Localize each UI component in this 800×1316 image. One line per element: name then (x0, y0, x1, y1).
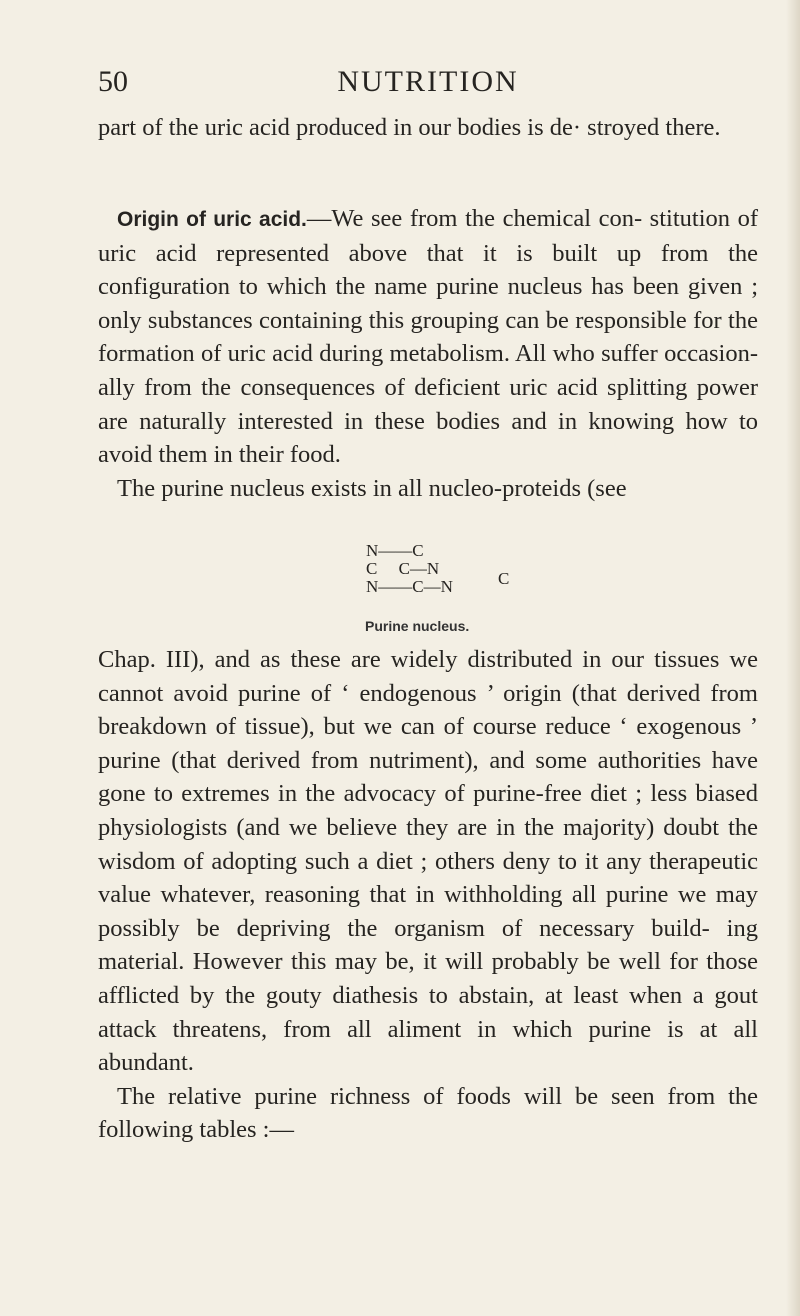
origin-section (98, 202, 758, 505)
formula-side-carbon: C (498, 569, 510, 588)
origin-paragraph-text: —We see from the chemical con- stitution of uric acid represented above that it is built up from the configuration to which the name purine nucleus has been given ; only substances containing this grouping can be responsible for the formation of uric acid during metabolism. All who suffer occasion- ally from the consequences of deficient uric acid splitting power are naturally interested in these bodies and in knowing how to avoid them in their food. (98, 205, 758, 469)
page-header (98, 62, 758, 102)
origin-paragraph (98, 202, 758, 472)
opening-paragraph (98, 111, 758, 145)
formula-row-1: N——C (366, 541, 424, 560)
page-edge-shadow (786, 0, 800, 1316)
purine-intro-paragraph: The purine nucleus exists in all nucleo-proteids (see (117, 474, 627, 502)
formula-caption: Purine nucleus. (365, 618, 470, 634)
formula-row-3: N——C—N (366, 577, 453, 596)
tables-intro-paragraph: The relative purine richness of foods will be seen from the following tables :— (98, 1082, 758, 1144)
section-heading: Origin of uric acid. (117, 208, 307, 231)
page-number: 50 (98, 65, 128, 98)
opening-text: part of the uric acid produced in our bodies is de· stroyed there. (98, 114, 721, 141)
chap-paragraph: Chap. III), and as these are widely distributed in our tissues we cannot avoid purine of ‘ endogenous ’ origin (that derived from breakdown of tissue), but we can of course reduce ‘ exogenous ’ purine (that derived from nutriment), and some authorities have gone to extremes in the advocacy of purine-free diet ; less biased physiologists (and we believe they are in the majority) doubt the wisdom of adopting such a diet ; others deny to it any therapeutic value whatever, reasoning that in withholding all purine we may possibly be depriving the organism of necessary build- ing material. However this may be, it will probably be well for those afflicted by the gouty diathesis to abstain, at least when a gout attack threatens, from all aliment in which purine is at all abundant. (98, 646, 758, 1077)
formula-row-2: C C—N (366, 559, 440, 578)
main-section (98, 643, 758, 1147)
running-title: NUTRITION (337, 65, 519, 98)
purine-formula (366, 542, 453, 596)
